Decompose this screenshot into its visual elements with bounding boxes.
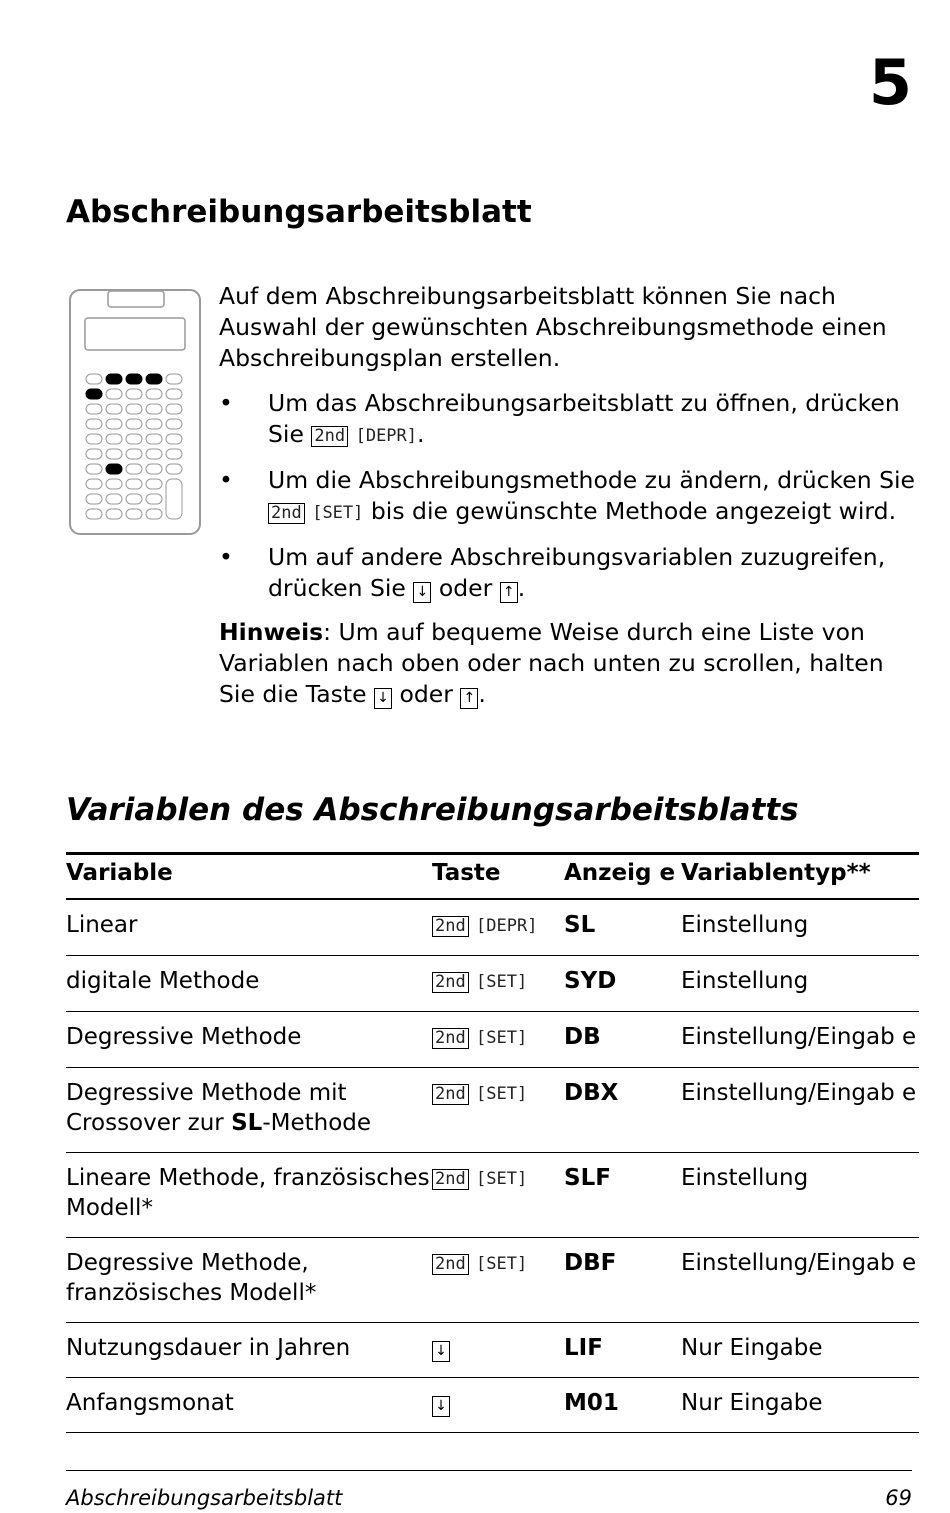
cell-display: M01 — [564, 1378, 681, 1433]
key-2nd: 2nd — [432, 1254, 469, 1275]
cell-key — [432, 1323, 564, 1378]
cell-variable: Anfangsmonat — [66, 1378, 432, 1433]
down-arrow-icon: ↓ — [432, 1341, 450, 1362]
key-2nd: 2nd — [432, 1028, 469, 1049]
key-set: [SET] — [476, 1169, 528, 1189]
key-2nd: 2nd — [432, 916, 469, 937]
down-arrow-icon: ↓ — [432, 1396, 450, 1417]
cell-variable: Lineare Methode, französisches Modell* — [66, 1153, 432, 1238]
key-2nd: 2nd — [432, 972, 469, 993]
cell-key — [432, 1378, 564, 1433]
instruction-end: bis die gewünschte Methode angezeigt wird. — [370, 497, 897, 525]
up-arrow-icon: ↑ — [500, 582, 518, 603]
key-set: [SET] — [476, 972, 528, 992]
table-row — [66, 1068, 919, 1153]
chapter-number: 5 — [868, 46, 912, 119]
section-title: Variablen des Abschreibungsarbeitsblatts — [66, 792, 799, 828]
header-variable: Variable — [66, 854, 432, 900]
key-set: [SET] — [476, 1084, 528, 1104]
cell-key — [432, 899, 564, 956]
cell-type: Einstellung — [681, 899, 919, 956]
key-set: [SET] — [476, 1028, 528, 1048]
table-row — [66, 1153, 919, 1238]
key-set: [SET] — [476, 1254, 528, 1274]
page-title: Abschreibungsarbeitsblatt — [66, 194, 532, 230]
cell-key — [432, 1068, 564, 1153]
down-arrow-icon: ↓ — [413, 582, 431, 603]
key-depr: [DEPR] — [476, 916, 538, 936]
table-row — [66, 956, 919, 1012]
cell-key — [432, 1012, 564, 1068]
cell-display: DBX — [564, 1068, 681, 1153]
header-type: Variablentyp** — [681, 854, 919, 900]
table-row — [66, 899, 919, 956]
variable-text: Degressive Methode mit Crossover zur — [66, 1080, 347, 1136]
cell-type: Einstellung — [681, 1153, 919, 1238]
cell-variable: Degressive Methode, französisches Modell* — [66, 1238, 432, 1323]
cell-variable: Linear — [66, 899, 432, 956]
cell-key — [432, 1153, 564, 1238]
cell-key — [432, 1238, 564, 1323]
instruction-text: Um die Abschreibungsmethode zu ändern, drücken Sie — [268, 466, 916, 494]
note-paragraph — [219, 617, 919, 710]
or-text: oder — [438, 574, 493, 602]
cell-display: LIF — [564, 1323, 681, 1378]
down-arrow-icon: ↓ — [374, 688, 392, 709]
list-item-change-method — [219, 465, 919, 529]
cell-type: Nur Eingabe — [681, 1378, 919, 1433]
table-row — [66, 1238, 919, 1323]
instruction-list — [219, 388, 919, 604]
instruction-text: Um auf andere Abschreibungsvariablen zuzugreifen, drücken Sie — [268, 543, 886, 602]
footer-divider — [66, 1470, 912, 1471]
list-item-open-worksheet — [219, 388, 919, 452]
footer-title: Abschreibungsarbeitsblatt — [66, 1486, 343, 1510]
cell-type: Einstellung — [681, 956, 919, 1012]
header-key: Taste — [432, 854, 564, 900]
key-set: [SET] — [312, 503, 364, 523]
table-row — [66, 1378, 919, 1433]
variable-bold: SL — [231, 1110, 263, 1136]
cell-type: Nur Eingabe — [681, 1323, 919, 1378]
cell-variable: digitale Methode — [66, 956, 432, 1012]
key-depr: [DEPR] — [355, 426, 418, 446]
cell-display: DB — [564, 1012, 681, 1068]
key-2nd: 2nd — [432, 1084, 469, 1105]
note-label: Hinweis — [219, 618, 324, 646]
up-arrow-icon: ↑ — [460, 688, 478, 709]
intro-paragraph: Auf dem Abschreibungsarbeitsblatt können Sie nach Auswahl der gewünschten Abschreibungsmethode einen Abschreibungsplan erstellen. — [219, 282, 887, 372]
cell-type: Einstellung/Eingab e — [681, 1012, 919, 1068]
variables-table — [66, 852, 919, 1433]
cell-key — [432, 956, 564, 1012]
bullet-icon: • — [219, 543, 233, 571]
cell-variable — [66, 1068, 432, 1153]
note-end: . — [478, 680, 486, 708]
cell-display: SL — [564, 899, 681, 956]
note-text: : Um auf bequeme Weise durch eine Liste von Variablen nach oben oder nach unten zu scrollen, halten Sie die Taste — [219, 618, 884, 708]
variable-text: -Methode — [262, 1110, 372, 1136]
table-header-row — [66, 854, 919, 900]
instruction-end: . — [417, 420, 425, 448]
cell-display: SYD — [564, 956, 681, 1012]
or-text: oder — [399, 680, 453, 708]
intro-section — [219, 281, 919, 710]
cell-variable: Degressive Methode — [66, 1012, 432, 1068]
cell-display: DBF — [564, 1238, 681, 1323]
key-2nd: 2nd — [432, 1169, 469, 1190]
bullet-icon: • — [219, 389, 233, 417]
cell-type: Einstellung/Eingab e — [681, 1068, 919, 1153]
cell-display: SLF — [564, 1153, 681, 1238]
instruction-end: . — [517, 574, 526, 602]
cell-variable: Nutzungsdauer in Jahren — [66, 1323, 432, 1378]
table-row — [66, 1323, 919, 1378]
page-number: 69 — [885, 1486, 912, 1510]
table-row — [66, 1012, 919, 1068]
cell-type: Einstellung/Eingab e — [681, 1238, 919, 1323]
key-2nd: 2nd — [268, 503, 305, 524]
key-2nd: 2nd — [311, 426, 348, 447]
list-item-access-variables — [219, 542, 919, 604]
instruction-text: Um das Abschreibungsarbeitsblatt zu öffnen, drücken Sie — [268, 389, 900, 448]
bullet-icon: • — [219, 466, 233, 494]
calculator-icon — [68, 288, 202, 536]
header-display: Anzeig e — [564, 854, 681, 900]
